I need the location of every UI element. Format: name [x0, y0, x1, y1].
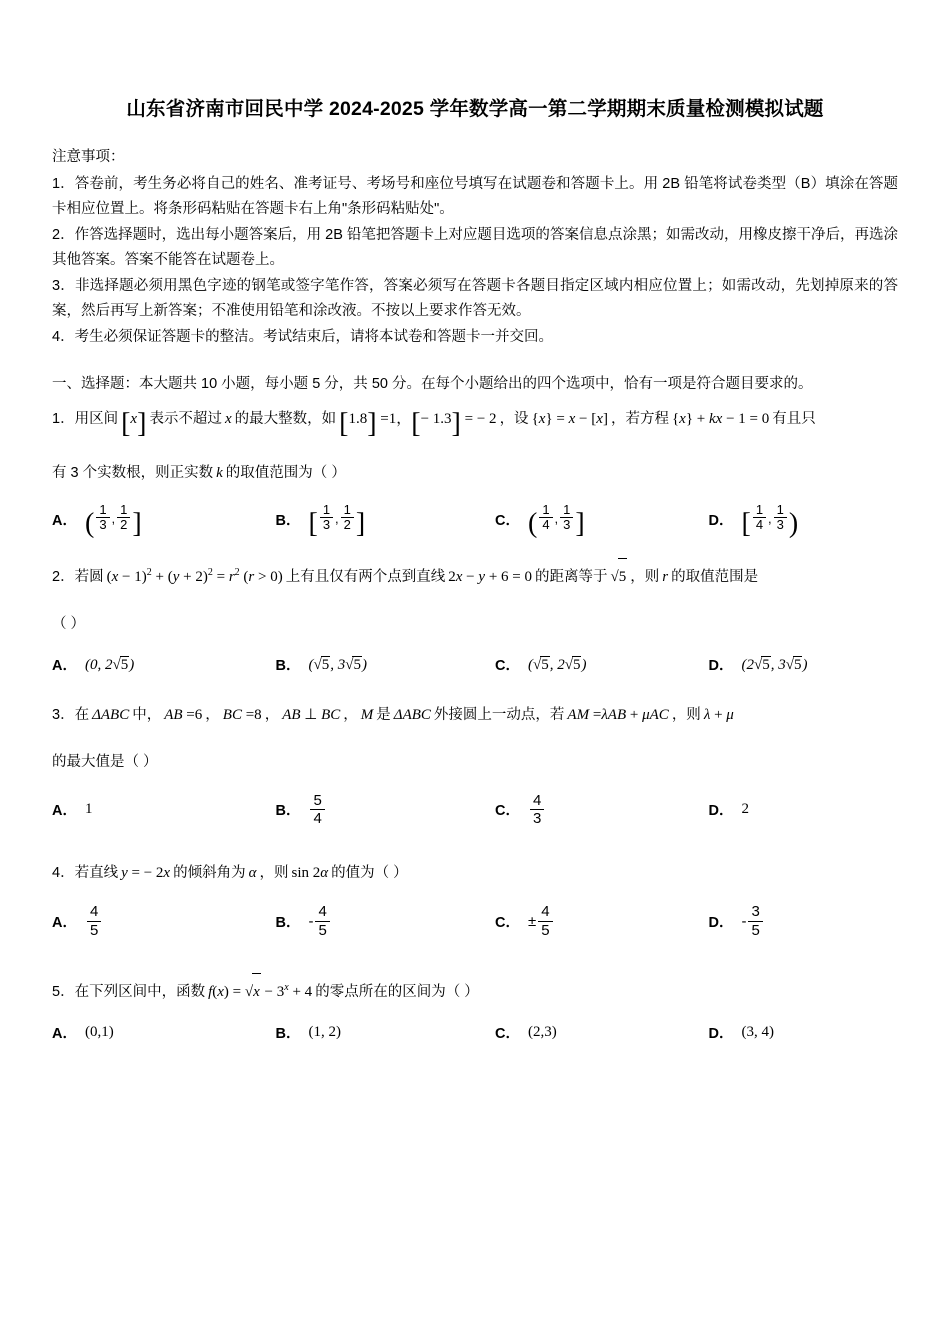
option-label: C．	[495, 914, 520, 931]
question-2-text-4: ，则	[630, 569, 660, 586]
numerator: 1	[117, 503, 130, 519]
option-value: [ $\frac{1}{4}$ , $\frac{1}{3}$ )	[741, 501, 799, 540]
option-label: B．	[275, 512, 301, 529]
numerator: 1	[341, 503, 354, 519]
question-4-option-a[interactable]	[52, 903, 264, 939]
question-1-option-b[interactable]	[264, 501, 476, 540]
question-4-math-1: y = − 2x	[118, 865, 174, 882]
question-2-option-d[interactable]	[687, 654, 899, 675]
option-value	[530, 792, 544, 828]
denominator: 4	[755, 517, 764, 533]
page-title: 山东省济南市回民中学 2024-2025 学年数学高一第二学期期末质量检测模拟试题	[126, 98, 824, 120]
option-label: B．	[275, 803, 301, 820]
option-label: D．	[708, 658, 734, 675]
question-3	[52, 697, 898, 780]
question-3-math-5: M	[357, 707, 377, 724]
option-label: B．	[275, 1025, 301, 1042]
question-4-text-2: 的倾斜角为	[173, 865, 246, 882]
option-label: A．	[52, 1025, 77, 1042]
question-3-math-8: λ + μ	[700, 707, 737, 724]
question-1-text-3: 的最大整数，如	[234, 410, 337, 427]
option-label: D．	[708, 512, 734, 529]
bracket-open: (	[527, 508, 538, 540]
question-5-text-2: 的零点所在的区间为（ ）	[315, 983, 479, 1000]
notice-item-3: 3．非选择题必须用黑色字迹的钢笔或签字笔作答，答案必须写在答题卡各题目指定区域内相应位置上；如需改动，先划掉原来的答案，然后再写上新答案；不准使用铅笔和涂改液。不按以上要求作答无效。	[52, 278, 898, 319]
numerator: 1	[774, 503, 787, 519]
bracket-close: ]	[575, 508, 585, 540]
option-value: (2,3)	[527, 1023, 557, 1040]
question-5-option-c[interactable]	[475, 1022, 687, 1043]
option-value: (√5, 2√5)	[527, 656, 587, 673]
question-4-option-c[interactable]	[475, 903, 687, 939]
notice-item-1: 1．答卷前，考生务必将自己的姓名、准考证号、考场号和座位号填写在试题卷和答题卡上。用 2B 铅笔将试卷类型（B）填涂在答题卡相应位置上。将条形码粘贴在答题卡右上角"条形码粘贴处"。	[52, 176, 898, 218]
option-sign: -	[308, 912, 314, 930]
question-5-option-d[interactable]	[687, 1022, 899, 1043]
question-2-math-2: 2x − y + 6 = 0	[448, 569, 532, 586]
question-4-option-d[interactable]	[687, 903, 899, 939]
option-sign: ±	[527, 912, 537, 930]
option-value: 2	[741, 801, 749, 818]
question-3-math-7: AM =λAB + μAC	[564, 707, 672, 724]
question-3-number: 3．	[52, 707, 75, 724]
question-2-text-5: 的取值范围是	[671, 569, 759, 586]
question-1-line2-text-2: 的取值范围为（ ）	[225, 464, 346, 481]
question-4-text-1: 若直线	[74, 865, 119, 882]
bracket-open: [	[741, 508, 751, 540]
question-2-math-1: $(x - 1)^2 + (y + 2)^2 = r^2$ (r > 0)	[106, 567, 283, 586]
question-3-text-4: ，	[264, 707, 280, 724]
question-3-line2: 的最大值是（ ）	[52, 754, 158, 771]
question-1-option-c[interactable]	[475, 501, 687, 540]
question-1-option-a[interactable]	[52, 501, 264, 540]
option-value: (0, 2√5)	[84, 656, 135, 673]
numerator: 4	[530, 792, 544, 810]
denominator: 5	[318, 921, 327, 939]
bracket-open: [	[308, 508, 318, 540]
option-value	[310, 792, 324, 828]
question-1-math-5: {x} + kx − 1 = 0	[671, 410, 770, 427]
numerator: 1	[560, 503, 573, 519]
question-4-number: 4．	[52, 865, 75, 882]
question-3-text-8: ，则	[671, 707, 701, 724]
question-3-text-2: 中，	[132, 707, 162, 724]
question-3-text-7: 外接圆上一动点，若	[433, 707, 565, 724]
question-3-option-a[interactable]	[52, 799, 264, 820]
numerator: 3	[748, 903, 762, 921]
question-5-math-1: $f(x) = √x - 3^x + 4$	[205, 984, 315, 1000]
question-3-math-1: ΔABC	[89, 707, 133, 724]
option-value	[538, 903, 552, 939]
question-1-option-d[interactable]	[687, 501, 899, 540]
question-2-option-a[interactable]	[52, 654, 264, 675]
question-4-options	[52, 903, 898, 939]
question-5-option-b[interactable]	[264, 1022, 476, 1043]
question-3-text-3: ，	[205, 707, 220, 724]
question-3-text-1: 在	[74, 707, 90, 724]
option-label: A．	[52, 512, 77, 529]
notice-item-4: 4．考生必须保证答题卡的整洁。考试结束后，请将本试卷和答题卡一并交回。	[52, 328, 554, 345]
question-2-option-b[interactable]	[264, 654, 476, 675]
question-1-math-1: [x]	[121, 408, 147, 440]
question-1-math-3: [1.8] =1，[− 1.3] = − 2	[339, 408, 497, 440]
question-1	[52, 401, 898, 491]
bracket-open: (	[84, 508, 95, 540]
question-1-options	[52, 501, 898, 540]
denominator: 4	[313, 810, 322, 828]
option-label: A．	[52, 803, 77, 820]
option-value: [ $\frac{1}{3}$ , $\frac{1}{2}$ ]	[308, 501, 366, 540]
question-1-math-4: {x} = x − [x]	[531, 410, 608, 427]
option-value: (3, 4)	[741, 1023, 774, 1040]
option-label: B．	[275, 914, 301, 931]
bracket-close: )	[788, 508, 799, 540]
option-label: C．	[495, 512, 520, 529]
option-value: (0,1)	[84, 1023, 114, 1040]
question-2-line2: （ ）	[52, 616, 86, 633]
denominator: 3	[99, 517, 107, 533]
denominator: 5	[89, 921, 99, 939]
question-1-number: 1．	[52, 410, 75, 427]
question-3-options	[52, 792, 898, 828]
question-2-option-c[interactable]	[475, 654, 687, 675]
question-1-text-2: 表示不超过	[149, 410, 222, 427]
denominator: 2	[343, 517, 351, 533]
question-1-text-4: ，设	[499, 410, 529, 427]
denominator: 2	[120, 517, 128, 533]
option-value	[87, 903, 101, 939]
option-value: ( $\frac{1}{3}$ , $\frac{1}{2}$ ]	[84, 501, 142, 540]
option-value	[315, 903, 329, 939]
option-value: ( $\frac{1}{4}$ , $\frac{1}{3}$ ]	[527, 501, 585, 540]
question-5-number: 5．	[52, 983, 75, 1000]
option-value: 1	[84, 801, 93, 818]
question-2-math-3: √5	[608, 569, 631, 585]
option-label: C．	[495, 803, 520, 820]
question-1-math-2: x	[221, 410, 235, 427]
option-value	[748, 903, 762, 939]
option-sign: -	[741, 912, 747, 930]
numerator: 4	[538, 903, 552, 921]
numerator: 4	[87, 903, 101, 921]
denominator: 3	[322, 517, 331, 533]
question-1-text-1: 用区间	[74, 410, 119, 427]
question-1-text-6: 有且只	[772, 410, 816, 427]
question-2	[52, 558, 898, 642]
question-5	[52, 973, 898, 1010]
numerator: 1	[753, 503, 766, 519]
denominator: 4	[542, 517, 550, 533]
question-2-text-1: 若圆	[74, 569, 104, 586]
question-4-option-b[interactable]	[264, 903, 476, 939]
question-3-math-3: BC =8	[219, 707, 262, 724]
numerator: 1	[320, 503, 333, 519]
denominator: 3	[532, 810, 542, 828]
option-label: D．	[708, 1025, 734, 1042]
question-3-option-b[interactable]	[264, 792, 476, 828]
question-3-math-4: AB ⊥ BC	[279, 707, 344, 724]
option-label: D．	[708, 803, 734, 820]
option-label: C．	[495, 658, 520, 675]
denominator: 3	[776, 517, 784, 533]
option-label: D．	[708, 914, 734, 931]
option-value: (1, 2)	[308, 1023, 341, 1040]
question-2-number: 2．	[52, 569, 75, 586]
question-2-text-3: 的距离等于	[535, 569, 608, 586]
question-3-option-d[interactable]	[687, 799, 899, 820]
question-1-line2-text-1: 有 3 个实数根，则正实数	[52, 464, 214, 481]
question-4-text-4: 的值为（ ）	[331, 865, 408, 882]
numerator: 1	[539, 503, 552, 519]
notice-heading: 注意事项：	[52, 149, 125, 166]
question-3-math-2: AB =6	[161, 707, 203, 724]
numerator: 1	[96, 503, 109, 519]
denominator: 5	[541, 921, 550, 939]
section-one-heading: 一、选择题：本大题共 10 小题，每小题 5 分，共 50 分。在每个小题给出的四个选项中，恰有一项是符合题目要求的。	[52, 375, 813, 392]
option-value: (√5, 3√5)	[308, 656, 367, 673]
question-4-math-3: sin 2α	[291, 865, 332, 882]
bracket-close: ]	[355, 508, 366, 540]
question-3-text-5: ，	[343, 707, 358, 724]
question-5-options	[52, 1022, 898, 1043]
denominator: 3	[563, 517, 571, 533]
question-1-line2-math: k	[213, 464, 226, 481]
bracket-close: ]	[132, 508, 142, 540]
option-label: A．	[52, 914, 77, 931]
numerator: 5	[310, 792, 324, 810]
denominator: 5	[751, 921, 760, 939]
question-4-math-2: α	[245, 865, 260, 882]
numerator: 4	[315, 903, 329, 921]
option-value: (2√5, 3√5)	[741, 656, 808, 673]
question-4	[52, 855, 898, 891]
option-label: A．	[52, 658, 77, 675]
option-label: C．	[495, 1025, 520, 1042]
question-5-option-a[interactable]	[52, 1022, 264, 1043]
question-4-text-3: ，则	[259, 865, 289, 882]
question-2-text-2: 上有且仅有两个点到直线	[285, 569, 446, 586]
question-5-text-1: 在下列区间中，函数	[74, 983, 206, 1000]
question-2-math-4: r	[659, 569, 672, 586]
question-1-text-5: ，若方程	[610, 410, 669, 427]
notice-item-2: 2．作答选择题时，选出每小题答案后，用 2B 铅笔把答题卡上对应题目选项的答案信息点涂黑；如需改动，用橡皮擦干净后，再选涂其他答案。答案不能答在试题卷上。	[52, 227, 898, 269]
option-label: B．	[275, 658, 301, 675]
question-2-options	[52, 654, 898, 675]
question-3-option-c[interactable]	[475, 792, 687, 828]
question-3-text-6: 是	[376, 707, 391, 724]
question-3-math-6: ΔABC	[390, 707, 434, 724]
